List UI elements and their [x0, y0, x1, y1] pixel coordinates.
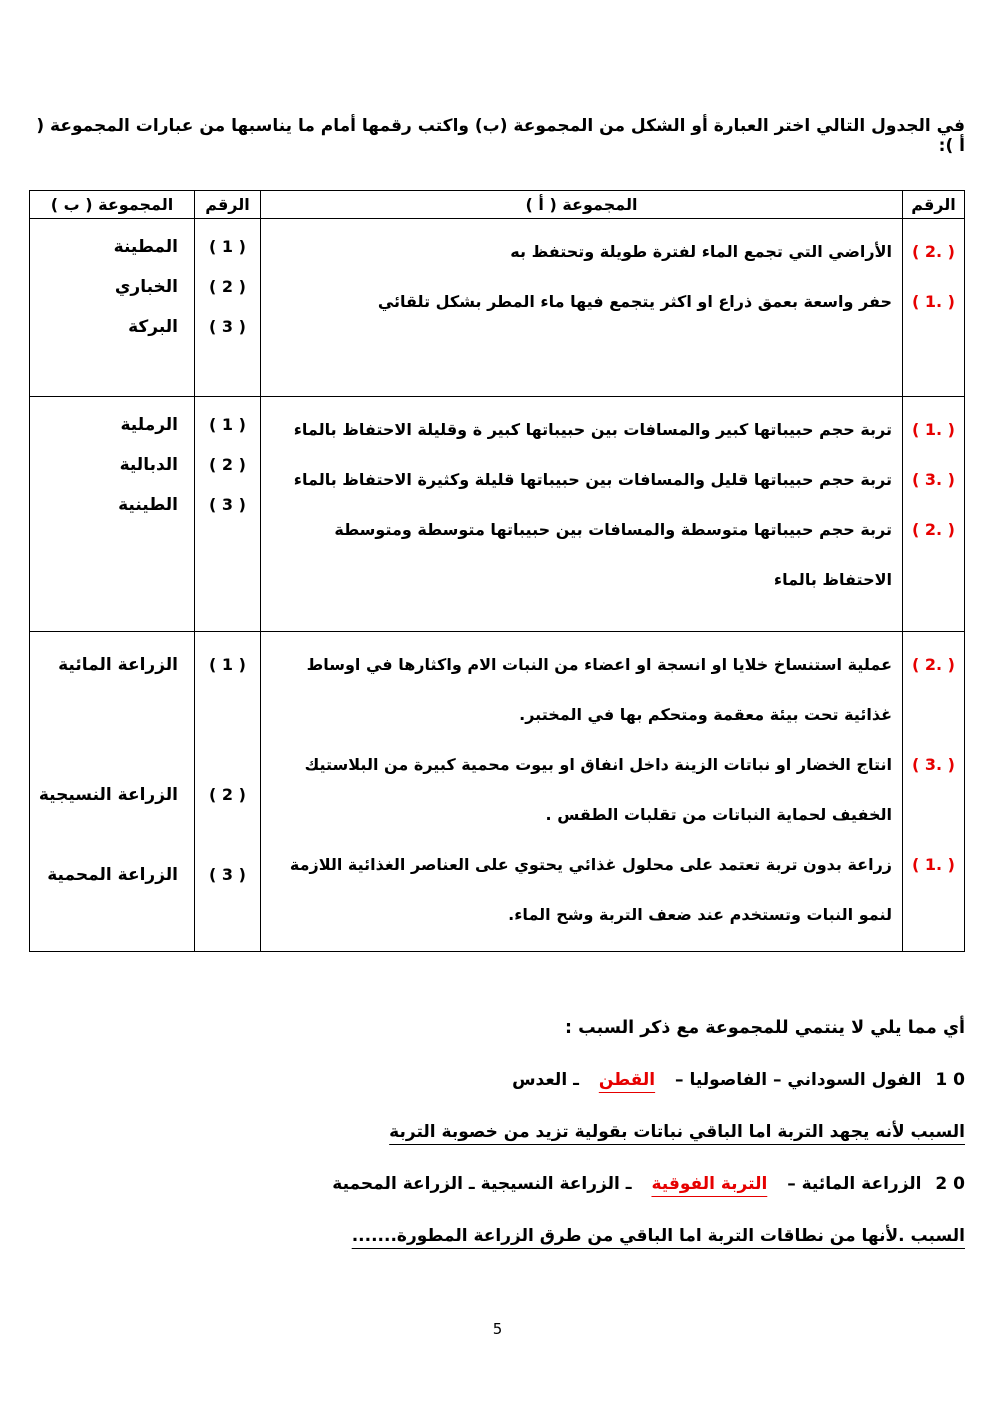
group-a-cell: [261, 219, 903, 397]
statement-text: تربة حجم حبيباتها كبير والمسافات بين حبيباتها كبير ة وقليلة الاحتفاظ بالماء: [293, 420, 892, 439]
option-label: البركة: [128, 317, 178, 337]
table-row: [30, 397, 965, 632]
option-label: الزراعة النسيجية: [38, 785, 178, 805]
option-number: ( 1 ): [209, 237, 246, 256]
answer-number: ( 2. ): [912, 655, 955, 674]
option-number: ( 3 ): [209, 495, 246, 514]
header-num-a: الرقم: [903, 191, 965, 219]
option-label: الدبالية: [119, 455, 178, 475]
answer-number: ( 1. ): [912, 855, 955, 874]
question-2-items: الزراعة المائية –: [787, 1174, 922, 1194]
option-label: الرملية: [120, 415, 178, 435]
question-1-items: الفول السوداني – الفاصوليا –: [675, 1070, 922, 1090]
question-2: [30, 1158, 965, 1210]
answer-number: ( 3. ): [912, 755, 955, 774]
matching-table: [29, 190, 965, 952]
answer-number-cell: [903, 219, 965, 397]
option-label: الزراعة المحمية: [47, 865, 178, 885]
option-number: ( 1 ): [209, 415, 246, 434]
statement-text: انتاج الخضار او نباتات الزينة داخل انفاق او بيوت محمية كبيرة من البلاستيك الخفيف لحماية النباتات من تقلبات الطقس .: [304, 755, 892, 824]
question-1: [30, 1054, 965, 1106]
option-number: ( 1 ): [209, 655, 246, 674]
answer-number: ( 1. ): [912, 292, 955, 311]
question-1-number: 1 0: [935, 1070, 965, 1090]
exclusion-section: [30, 1002, 965, 1262]
answer-number-cell: [903, 632, 965, 952]
answer-number: ( 2. ): [912, 242, 955, 261]
answer-number-cell: [903, 397, 965, 632]
option-number-cell: [195, 219, 261, 397]
group-a-cell: [261, 632, 903, 952]
option-label: الطينية: [118, 495, 178, 515]
option-label: المطينة: [113, 237, 178, 257]
group-b-cell: [30, 219, 195, 397]
page-number: 5: [492, 1320, 503, 1338]
answer-number: ( 3. ): [912, 470, 955, 489]
question-1-reason: السبب لأنه يجهد التربة اما الباقي نباتات بقولية تزيد من خصوبة التربة: [389, 1122, 965, 1142]
option-number-cell: [195, 397, 261, 632]
table-row: [30, 632, 965, 952]
header-group-b: المجموعة ( ب ): [30, 191, 195, 219]
group-a-cell: [261, 397, 903, 632]
exclusion-heading: أي مما يلي لا ينتمي للمجموعة مع ذكر السبب :: [565, 1018, 965, 1038]
answer-number: ( 1. ): [912, 420, 955, 439]
statement-text: الأراضي التي تجمع الماء لفترة طويلة وتحتفظ به: [510, 242, 892, 261]
group-b-cell: [30, 632, 195, 952]
question-1-items-rest: ـ العدس: [512, 1070, 579, 1090]
statement-text: حفر واسعة بعمق ذراع او اكثر يتجمع فيها ماء المطر بشكل تلقائي: [377, 292, 892, 311]
statement-text: عملية استنساخ خلايا او انسجة او اعضاء من النبات الام واكثارها في اوساط غذائية تحت بيئة معقمة ومتحكم بها في المختبر.: [306, 655, 892, 724]
option-number: ( 2 ): [209, 455, 246, 474]
question-2-number: 2 0: [935, 1174, 965, 1194]
question-1-answer: القطن: [598, 1070, 656, 1090]
option-number: ( 2 ): [209, 785, 246, 804]
header-group-a: المجموعة ( أ ): [261, 191, 903, 219]
option-number-cell: [195, 632, 261, 952]
group-b-cell: [30, 397, 195, 632]
statement-text: زراعة بدون تربة تعتمد على محلول غذائي يحتوي على العناصر الغذائية اللازمة لنمو النبات وتستخدم عند ضعف التربة وشح الماء.: [289, 855, 892, 924]
option-number: ( 3 ): [209, 865, 246, 884]
question-2-reason: السبب .لأنها من نطاقات التربة اما الباقي من طرق الزراعة المطورة.......: [351, 1226, 965, 1246]
table-header-row: [30, 191, 965, 219]
table-row: [30, 219, 965, 397]
statement-text: تربة حجم حبيباتها قليل والمسافات بين حبيباتها قليلة وكثيرة الاحتفاظ بالماء: [293, 470, 892, 489]
option-number: ( 2 ): [209, 277, 246, 296]
header-num-b: الرقم: [195, 191, 261, 219]
option-number: ( 3 ): [209, 317, 246, 336]
option-label: الزراعة المائية: [58, 655, 178, 675]
statement-text: تربة حجم حبيباتها متوسطة والمسافات بين حبيباتها متوسطة ومتوسطة الاحتفاظ بالماء: [334, 520, 892, 589]
instruction-text: في الجدول التالي اختر العبارة أو الشكل من المجموعة (ب) واكتب رقمها أمام ما يناسبها من عبارات المجموعة ( أ ):: [36, 116, 965, 156]
option-label: الخباري: [114, 277, 178, 297]
question-2-items-rest: ـ الزراعة النسيجية ـ الزراعة المحمية: [332, 1174, 632, 1194]
answer-number: ( 2. ): [912, 520, 955, 539]
question-2-answer: التربة الفوقية: [651, 1174, 768, 1194]
